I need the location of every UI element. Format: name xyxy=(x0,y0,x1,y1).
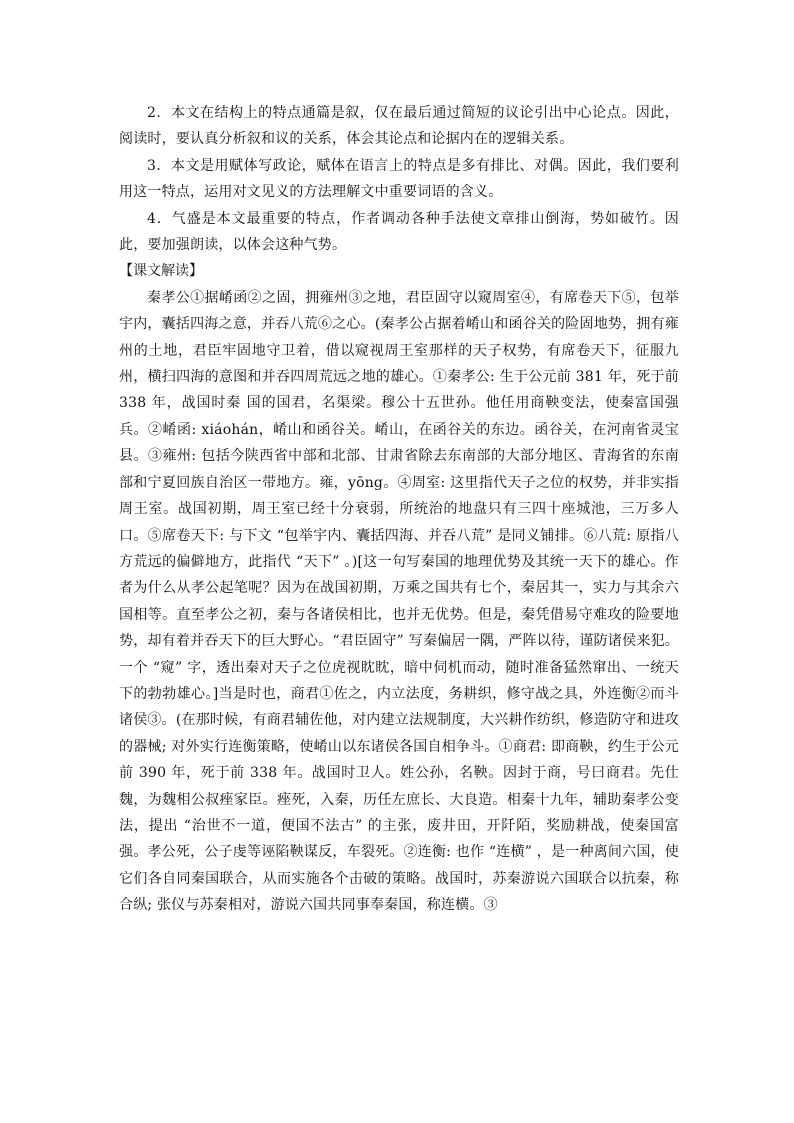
body-paragraph: 秦孝公①据崤函②之固，拥雍州③之地，君臣固守以窥周室④，有席卷天下⑤，包举宇内，囊括四海之意，并吞八荒⑥之心。(秦孝公占据着崤山和函谷关的险固地势，拥有雍州的土地，君臣牢固地守卫着，借以窥视周王室那样的天子权势，有席卷天下，征服九州，横扫四海的意图和并吞四周荒远之地的雄心。①秦孝公: 生于公元前 381 年，死于前 338 年，战国时秦 国的国君，名渠梁。穆公十五世孙。他任用商鞅变法，使秦富国强兵。②崤函: xiáohán，崤山和函谷关。崤山，在函谷关的东边。函谷关，在河南省灵宝县。③雍州: 包括今陕西省中部和北部、甘肃省除去东南部的大部分地区、青海省的东南部和宁夏回族自治区一带地方。雍，yōng。④周室: 这里指代天子之位的权势，并非实指周王室。战国初期，周王室已经十分衰弱，所统治的地盘只有三四十座城池，三万多人口。⑤席卷天下: 与下文 “包举宇内、囊括四海、并吞八荒” 是同义铺排。⑥八荒: 原指八方荒远的偏僻地方，此指代 “天下” 。)[这一句写秦国的地理优势及其统一天下的雄心。作者为什么从孝公起笔呢？因为在战国初期，万乘之国共有七个，秦居其一，实力与其余六国相等。直至孝公之初，秦与各诸侯相比，也并无优势。但是，秦凭借易守难攻的险要地势，却有着并吞天下的巨大野心。“君臣固守” 写秦偏居一隅，严阵以待，谨防诸侯来犯。一个 “窥” 字，透出秦对天子之位虎视眈眈，暗中伺机而动，随时准备猛然窜出、一统天下的勃勃雄心。]当是时也，商君①佐之，内立法度，务耕织，修守战之具，外连衡②而斗诸侯③。(在那时候，有商君辅佐他，对内建立法规制度，大兴耕作纺织，修造防守和进攻的器械; 对外实行连衡策略，使崤山以东诸侯各国自相争斗。①商君: 即商鞅，约生于公元前 390 年，死于前 338 年。战国时卫人。姓公孙，名鞅。因封于商，号曰商君。先仕魏，为魏相公叔痤家臣。痤死，入秦，历任左庶长、大良造。相秦十九年，辅助秦孝公变法，提出 “治世不一道，便国不法古” 的主张，废井田，开阡陌，奖励耕战，使秦国富强。孝公死，公子虔等诬陷鞅谋反，车裂死。②连衡: 也作 “连横” ，是一种离间六国，使它们各自同秦国联合，从而实施各个击破的策略。战国时，苏秦游说六国联合以抗秦，称合纵; 张仪与苏秦相对，游说六国共同事奉秦国，称连横。③ xyxy=(119,289,679,914)
document-page xyxy=(119,100,679,919)
intro-paragraph-3: 3．本文是用赋体写政论，赋体在语言上的特点是多有排比、对偶。因此，我们要利用这一特点，运用对文见义的方法理解文中重要词语的含义。 xyxy=(119,157,679,201)
intro-paragraph-2: 2．本文在结构上的特点通篇是叙，仅在最后通过简短的议论引出中心论点。因此，阅读时，要认真分析叙和议的关系，体会其论点和论据内在的逻辑关系。 xyxy=(119,105,679,148)
intro-paragraph-4: 4．气盛是本文最重要的特点，作者调动各种手法使文章排山倒海，势如破竹。因此，要加强朗读，以体会这种气势。 xyxy=(119,210,679,254)
section-heading: 【课文解读】 xyxy=(119,263,203,280)
